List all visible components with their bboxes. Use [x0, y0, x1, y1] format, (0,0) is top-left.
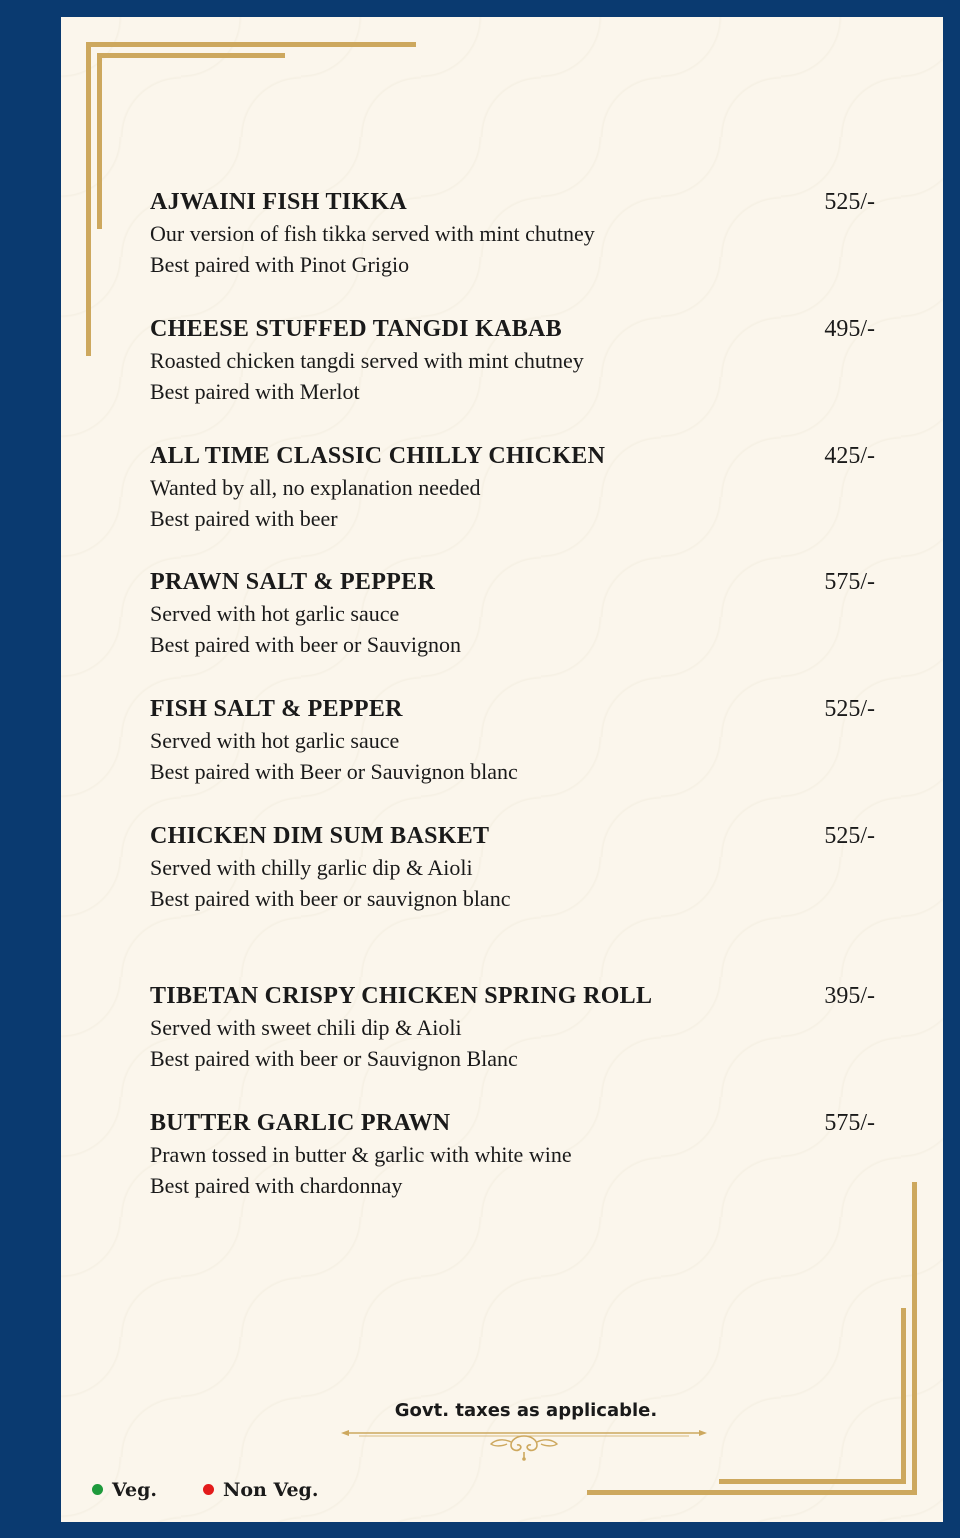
legend-non-veg — [203, 1479, 318, 1501]
corner-border-bottom-right-inner-h — [719, 1479, 906, 1484]
item-description: Wanted by all, no explanation needed — [150, 475, 481, 500]
corner-border-bottom-right-outer-h — [587, 1490, 917, 1495]
item-description: Roasted chicken tangdi served with mint chutney — [150, 348, 584, 373]
item-price: 425/- — [824, 443, 875, 469]
legend-veg — [92, 1479, 157, 1501]
flourish-divider-icon — [339, 1422, 709, 1462]
item-description: Served with sweet chili dip & Aioli — [150, 1015, 462, 1040]
corner-border-bottom-right-inner-v — [901, 1308, 906, 1484]
item-price: 525/- — [824, 189, 875, 215]
item-pairing: Best paired with beer or Sauvignon Blanc — [150, 1046, 518, 1071]
item-price: 525/- — [824, 696, 875, 722]
item-pairing: Best paired with Beer or Sauvignon blanc — [150, 759, 518, 784]
item-pairing: Best paired with beer or Sauvignon — [150, 632, 461, 657]
item-name: FISH SALT & PEPPER — [150, 696, 403, 722]
item-name: CHEESE STUFFED TANGDI KABAB — [150, 316, 562, 342]
item-name: TIBETAN CRISPY CHICKEN SPRING ROLL — [150, 983, 653, 1009]
non-veg-dot-icon — [203, 1484, 214, 1495]
item-description: Prawn tossed in butter & garlic with white wine — [150, 1142, 572, 1167]
item-pairing: Best paired with beer — [150, 506, 338, 531]
veg-dot-icon — [92, 1484, 103, 1495]
item-price: 395/- — [824, 983, 875, 1009]
taxes-note: Govt. taxes as applicable. — [394, 1400, 658, 1421]
menu-page — [61, 17, 943, 1522]
corner-border-top-left-outer-h — [86, 42, 416, 47]
item-description: Served with hot garlic sauce — [150, 728, 400, 753]
item-pairing: Best paired with Merlot — [150, 379, 360, 404]
item-name: PRAWN SALT & PEPPER — [150, 569, 436, 595]
item-name: BUTTER GARLIC PRAWN — [150, 1110, 451, 1136]
item-pairing: Best paired with Pinot Grigio — [150, 252, 410, 277]
corner-border-bottom-right-outer-v — [912, 1182, 917, 1495]
item-description: Served with hot garlic sauce — [150, 601, 400, 626]
item-name: AJWAINI FISH TIKKA — [150, 189, 408, 215]
item-description: Served with chilly garlic dip & Aioli — [150, 855, 473, 880]
item-price: 575/- — [824, 569, 875, 595]
corner-border-top-left-inner-v — [97, 53, 102, 229]
legend-non-veg-label: Non Veg. — [223, 1479, 319, 1501]
item-price: 495/- — [824, 316, 875, 342]
item-name: ALL TIME CLASSIC CHILLY CHICKEN — [150, 443, 606, 469]
item-price: 575/- — [824, 1110, 875, 1136]
item-name: CHICKEN DIM SUM BASKET — [150, 823, 490, 849]
item-price: 525/- — [824, 823, 875, 849]
corner-border-top-left-outer-v — [86, 42, 91, 356]
corner-border-top-left-inner-h — [97, 53, 285, 58]
legend-veg-label: Veg. — [112, 1479, 157, 1501]
item-description: Our version of fish tikka served with mint chutney — [150, 221, 595, 246]
item-pairing: Best paired with chardonnay — [150, 1173, 403, 1198]
item-pairing: Best paired with beer or sauvignon blanc — [150, 886, 511, 911]
